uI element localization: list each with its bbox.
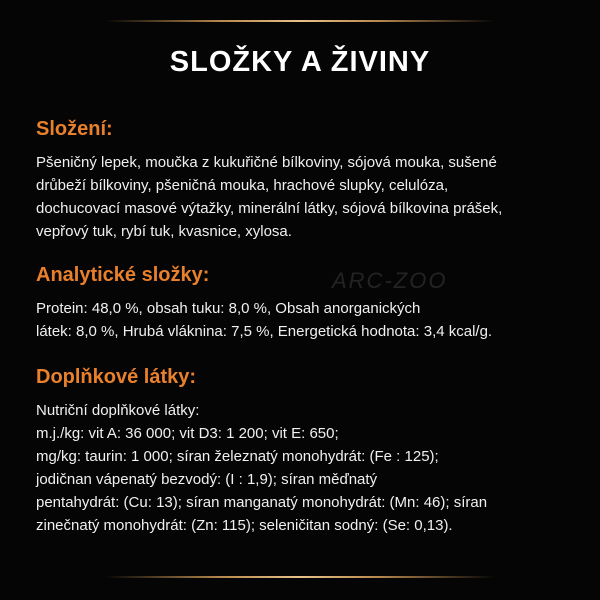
top-divider bbox=[105, 20, 495, 22]
composition-text: Pšeničný lepek, moučka z kukuřičné bílkoviny, sójová mouka, sušené drůbeží bílkoviny, pšeničná mouka, hrachové slupky, celulóza, dochucovací masové výtažky, minerální látky, sójová bílkovina prášek, vepřový tuk, rybí tuk, kvasnice, xylosa. bbox=[36, 154, 503, 240]
analytic-section bbox=[36, 264, 576, 343]
analytic-heading: Analytické složky: bbox=[36, 264, 210, 286]
bottom-divider bbox=[105, 576, 495, 578]
composition-heading: Složení: bbox=[36, 118, 113, 140]
additives-text: Nutriční doplňkové látky: m.j./kg: vit A: 36 000; vit D3: 1 200; vit E: 650; mg/kg: taurin: 1 000; síran železnatý monohydrát: (Fe : 125); jodičnan vápenatý bezvodý: (I : 1,9); síran měďnatý pentahydrát: (Cu: 13); síran manganatý monohydrát: (Mn: 46); síran zinečnatý monohydrát: (Zn: 115); seleničitan sodný: (Se: 0,13). bbox=[36, 402, 488, 534]
page-title: SLOŽKY A ŽIVINY bbox=[169, 46, 431, 78]
watermark-text: ARC-ZOO bbox=[332, 268, 448, 293]
analytic-text: Protein: 48,0 %, obsah tuku: 8,0 %, Obsah anorganických látek: 8,0 %, Hrubá vláknina: 7,5 %, Energetická hodnota: 3,4 kcal/g. bbox=[36, 300, 493, 340]
additives-section bbox=[36, 366, 576, 537]
additives-heading: Doplňkové látky: bbox=[36, 366, 197, 388]
composition-section bbox=[36, 118, 576, 243]
